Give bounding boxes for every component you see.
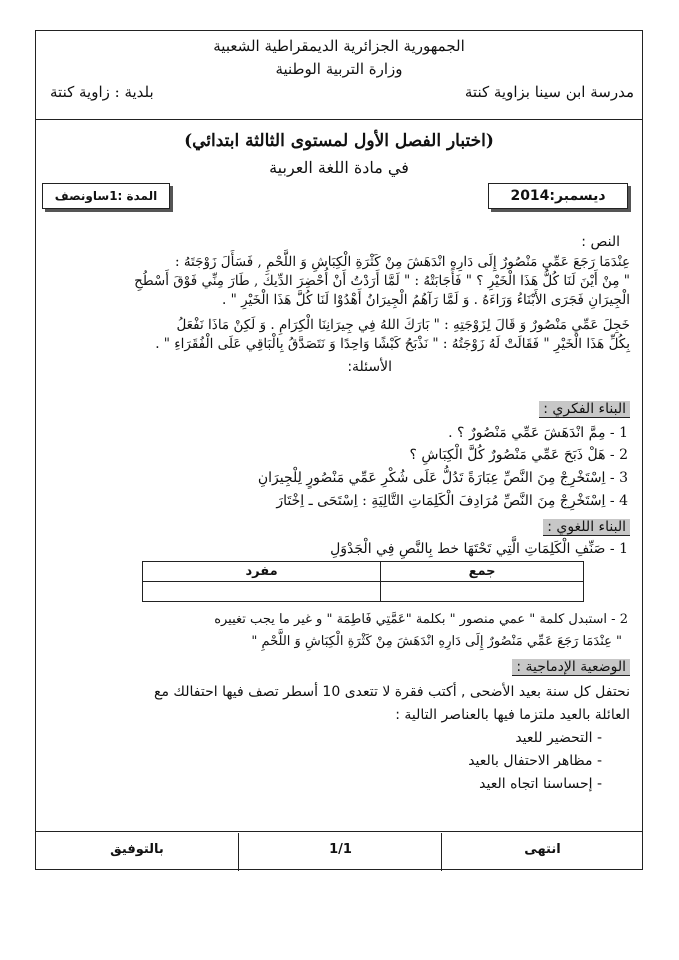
linguistic-label: البناء اللغوي : bbox=[543, 519, 630, 535]
table-cell-empty bbox=[143, 582, 381, 602]
linguistic-question-1: 1 - صَنِّفِ الْكَلِمَاتِ الَّتِي تَحْتَهَا خط بِالنَّصِ فِي الْجَدْوَلِ bbox=[330, 541, 628, 557]
questions-label: الأسئلة: bbox=[347, 359, 392, 375]
integrative-bullet-2: - مظاهر الاحتفال بالعيد bbox=[468, 753, 602, 769]
footer-end: انتهى bbox=[441, 833, 643, 871]
table-header-plural: جمع bbox=[381, 562, 584, 582]
text-paragraph-2 bbox=[45, 316, 630, 354]
text-line: " مِنْ أَيْنَ لَنَا كُلُّ هَذَا الْخَيْرِ ؟ " فَأَجَابَتْهُ : " لَمَّا أَرَدْتُ أَنْ أُحْضِرَ الدِّيكَ , طَارَ مِنِّي فَوْقَ أَسْطُحِ bbox=[134, 273, 630, 289]
footer-page: 1/1 bbox=[238, 833, 442, 871]
exam-page bbox=[35, 30, 643, 870]
text-line: خَجِلَ عَمِّي مَنْصُورٌ وَ قَالَ لِزَوْجَتِهِ : " بَارَكَ اللهُ فِي جِيرَانِنَا الْكِرَامِ . وَ لَكِنْ مَاذَا نَفْعَلُ bbox=[176, 317, 630, 333]
integrative-line-2: العائلة بالعيد ملتزما فيها بالعناصر التالية : bbox=[395, 707, 630, 723]
header-divider bbox=[36, 119, 642, 120]
integrative-label: الوضعية الإدماجية : bbox=[512, 659, 630, 675]
footer-divider bbox=[36, 831, 642, 832]
linguistic-question-2: 2 - استبدل كلمة " عمي منصور " بكلمة "عَمَّتِي فَاطِمَة " و غير ما يجب تغييره bbox=[214, 612, 628, 627]
intellectual-question-2: 2 - هَلْ ذَبَحَ عَمِّي مَنْصُورٌ كُلَّ الْكِبَاشِ ؟ bbox=[409, 447, 628, 463]
text-line: الْجِيرَانِ فَجَرَى الأَبْنَاءُ وَرَاءَهُ . وَ لَمَّا رَآهُمُ الْجِيرَانُ أَهْدُوْا لَنَا كُلَّ هَذَا الْخَيْرِ " . bbox=[222, 292, 630, 308]
exam-duration-box: المدة :1ساونصف bbox=[42, 183, 170, 209]
text-line: بِكُلِّ هَذَا الْخَيْرِ " فَقَالَتْ لَهُ زَوْجَتُهُ : " نَذْبَحُ كَبْشًا وَاحِدًا وَ نَتَصَدَّقُ بِالْبَاقِي عَلَى الْفُقَرَاءِ " . bbox=[155, 336, 630, 352]
intellectual-question-1: 1 - مِمَّ انْدَهَشَ عَمِّي مَنْصُورٌ ؟ . bbox=[448, 425, 628, 441]
text-line: عِنْدَمَا رَجَعَ عَمِّي مَنْصُورٌ إِلَى دَارِهِ انْدَهَشَ مِنْ كَثْرَةِ الْكِبَاشِ وَ اللَّحْمِ , فَسَأَلَ زَوْجَتَهُ : bbox=[174, 254, 630, 270]
integrative-line-1: نحتفل كل سنة بعيد الأضحى , أكتب فقرة لا تتعدى 10 أسطر تصف فيها احتفالك مع bbox=[154, 684, 630, 700]
text-label: النص : bbox=[581, 234, 620, 250]
municipality-name: بلدية : زاوية كنتة bbox=[50, 83, 154, 101]
integrative-bullet-3: - إحساسنا اتجاه العيد bbox=[479, 776, 602, 792]
linguistic-question-2-sentence: " عِنْدَمَا رَجَعَ عَمِّي مَنْصُورٌ إِلَى دَارِهِ انْدَهَشَ مِنْ كَثْرَةِ الْكِبَاشِ وَ اللَّحْمِ " bbox=[251, 634, 622, 649]
school-name: مدرسة ابن سينا بزاوية كنتة bbox=[464, 83, 634, 101]
intellectual-question-3: 3 - اِسْتَخْرِجْ مِنَ النَّصِّ عِبَارَةً تَدُلُّ عَلَى شُكْرِ عَمِّي مَنْصُورٍ لِلْجِيرَانِ bbox=[257, 470, 628, 486]
exam-title: (اختبار الفصل الأول لمستوى الثالثة ابتدائي) bbox=[184, 131, 494, 151]
intellectual-label: البناء الفكري : bbox=[539, 401, 630, 417]
table-cell-empty bbox=[381, 582, 584, 602]
exam-date-box: ديسمبر:2014 bbox=[488, 183, 628, 209]
exam-subject: في مادة اللغة العربية bbox=[269, 158, 409, 177]
classification-table bbox=[142, 561, 584, 602]
ministry-title: وزارة التربية الوطنية bbox=[275, 60, 403, 78]
integrative-bullet-1: - التحضير للعيد bbox=[515, 730, 602, 746]
footer-wish: بالتوفيق bbox=[110, 842, 164, 857]
text-paragraph-1 bbox=[45, 253, 630, 310]
table-header-singular: مفرد bbox=[143, 562, 381, 582]
intellectual-question-4: 4 - اِسْتَخْرِجْ مِنَ النَّصِّ مُرَادِفَ الْكَلِمَاتِ التَّالِيَةِ : اِسْتَحَى ـ اِخْتَارَ bbox=[276, 493, 628, 509]
republic-title: الجمهورية الجزائرية الديمقراطية الشعبية bbox=[213, 37, 465, 55]
